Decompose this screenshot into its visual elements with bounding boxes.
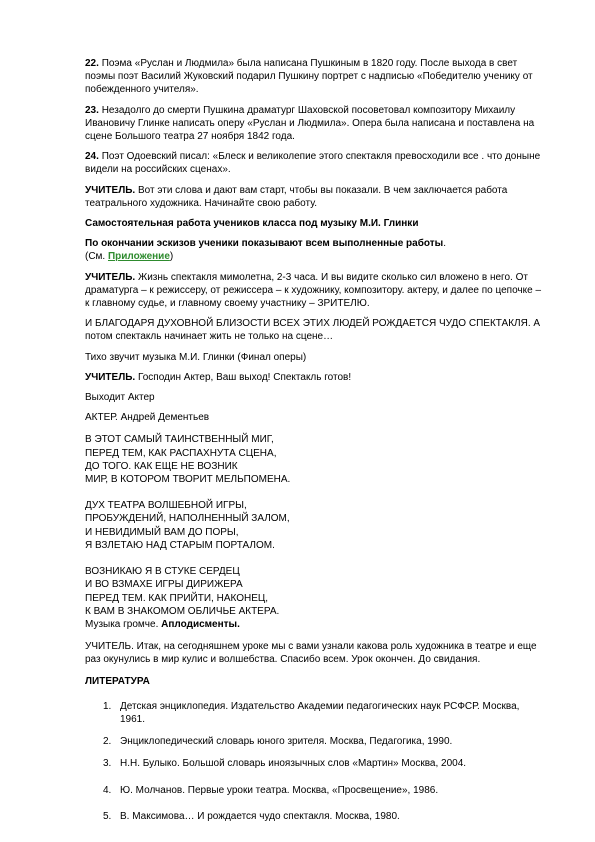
- appendix-reference: [85, 250, 543, 263]
- speaker-label: УЧИТЕЛЬ.: [85, 271, 136, 283]
- literature-heading: ЛИТЕРАТУРА: [85, 675, 150, 687]
- poem: [85, 433, 543, 631]
- poem-line: К ВАМ В ЗНАКОМОМ ОБЛИЧЬЕ АКТЕРА.: [85, 605, 280, 617]
- poem-line: И ВО ВЗМАХЕ ИГРЫ ДИРИЖЕРА: [85, 579, 243, 591]
- poem-line: ДО ТОГО. КАК ЕЩЕ НЕ ВОЗНИК: [85, 460, 238, 472]
- poem-line: Я ВЗЛЕТАЮ НАД СТАРЫМ ПОРТАЛОМ.: [85, 539, 275, 551]
- actor-name: АКТЕР. Андрей Дементьев: [85, 412, 210, 424]
- item-number: 5.: [103, 810, 112, 822]
- remark-text: Жизнь спектакля мимолетна, 2-3 часа. И вы видите сколько сил вложено в него. От драматурга – к режиссеру, от режиссера – к художнику, композитору. актеру, и далее по цепочке – к главному судье, и главному своему участнику – ЗРИТЕЛЮ.: [85, 271, 542, 310]
- poem-line: И НЕВИДИМЫЙ ВАМ ДО ПОРЫ,: [85, 526, 239, 538]
- literature-item: [85, 757, 543, 770]
- poem-line: ПЕРЕД ТЕМ. КАК ПРИЙТИ, НАКОНЕЦ,: [85, 592, 269, 604]
- poem-line: МИР, В КОТОРОМ ТВОРИТ МЕЛЬПОМЕНА.: [85, 474, 291, 486]
- literature-item: [85, 735, 543, 748]
- poem-line: В ЭТОТ САМЫЙ ТАИНСТВЕННЫЙ МИГ,: [85, 434, 274, 446]
- item-text: В. Максимова… И рождается чудо спектакля. Москва, 1980.: [120, 810, 400, 822]
- item-text: Н.Н. Булыко. Большой словарь иноязычных слов «Мартин» Москва, 2004.: [120, 758, 467, 770]
- literature-item: [85, 700, 543, 726]
- stage-direction-enter: Выходит Актер: [85, 392, 155, 404]
- item-number: 1.: [103, 700, 112, 712]
- paragraph-number: 23.: [85, 104, 99, 116]
- stage-direction-music: Тихо звучит музыка М.И. Глинки (Финал оперы): [85, 351, 307, 363]
- poem-line: ПЕРЕД ТЕМ, КАК РАСПАХНУТА СЦЕНА,: [85, 447, 277, 459]
- literature-item: [85, 784, 543, 797]
- numbered-paragraph-22: [85, 57, 543, 97]
- caps-paragraph: И БЛАГОДАРЯ ДУХОВНОЙ БЛИЗОСТИ ВСЕХ ЭТИХ ЛЮДЕЙ РОЖДАЕТСЯ ЧУДО СПЕКТАКЛЯ. А потом спектакль начинает жить не только на сцене…: [85, 318, 541, 343]
- poem-line: ВОЗНИКАЮ Я В СТУКЕ СЕРДЕЦ: [85, 566, 240, 578]
- paragraph-text: Поэт Одоевский писал: «Блеск и великолепие этого спектакля превосходили все . что доныне видели на российских сценах».: [85, 151, 541, 176]
- remark-text: Господин Актер, Ваш выход! Спектакль готов!: [137, 371, 352, 383]
- literature-list: [85, 700, 543, 823]
- applause: Аплодисменты.: [161, 618, 240, 630]
- sketch-instruction-dot: .: [443, 238, 446, 250]
- teacher-remark-actor: [85, 371, 543, 384]
- item-text: Детская энциклопедия. Издательство Академии педагогических наук РСФСР. Москва, 1961.: [120, 700, 520, 725]
- music-louder: Музыка громче.: [85, 618, 159, 630]
- item-number: 3.: [103, 758, 112, 770]
- item-number: 4.: [103, 784, 112, 796]
- poem-line: ДУХ ТЕАТРА ВОЛШЕБНОЙ ИГРЫ,: [85, 500, 247, 512]
- numbered-paragraph-23: [85, 104, 543, 144]
- remark-text: Вот эти слова и дают вам старт, чтобы вы показали. В чем заключается работа театрального художника. Начинайте свою работу.: [85, 184, 508, 209]
- teacher-final-remark: УЧИТЕЛЬ. Итак, на сегодняшнем уроке мы с вами узнали какова роль художника в театре и еще раз окунулись в мир кулис и волшебства. Спасибо всем. Урок окончен. До свидания.: [85, 641, 537, 666]
- appendix-link[interactable]: Приложение: [107, 251, 170, 263]
- poem-line: ПРОБУЖДЕНИЙ, НАПОЛНЕННЫЙ ЗАЛОМ,: [85, 513, 290, 525]
- stanza-gap: [85, 552, 543, 565]
- sketch-instruction-text: По окончании эскизов ученики показывают всем выполненные работы: [85, 238, 444, 250]
- teacher-remark-life: [85, 271, 543, 311]
- item-text: Энциклопедический словарь юного зрителя. Москва, Педагогика, 1990.: [120, 736, 453, 748]
- paragraph-text: Незадолго до смерти Пушкина драматург Шаховской посоветовал композитору Михаилу Ивановичу Глинке написать оперу «Руслан и Людмила». Опера была написана и поставлена на сцене Большого театра 27 ноября 1842 года.: [85, 104, 535, 143]
- numbered-paragraph-24: [85, 150, 543, 176]
- stanza-gap: [85, 486, 543, 499]
- sketch-instruction: [85, 237, 543, 250]
- independent-work-heading: Самостоятельная работа учеников класса под музыку М.И. Глинки: [85, 218, 419, 230]
- paragraph-text: Поэма «Руслан и Людмила» была написана Пушкиным в 1820 году. После выхода в свет поэмы поэт Василий Жуковский подарил Пушкину портрет с надписью «Победителю ученику от побежденного учителя».: [85, 58, 533, 96]
- item-text: Ю. Молчанов. Первые уроки театра. Москва, «Просвещение», 1986.: [120, 784, 439, 796]
- music-applause-line: [85, 618, 543, 631]
- paragraph-number: 24.: [85, 151, 99, 163]
- speaker-label: УЧИТЕЛЬ.: [85, 371, 136, 383]
- see-prefix: (См.: [85, 251, 108, 263]
- teacher-remark-start: [85, 184, 543, 210]
- speaker-label: УЧИТЕЛЬ.: [85, 184, 136, 196]
- see-suffix: ): [169, 251, 174, 263]
- item-number: 2.: [103, 736, 112, 748]
- literature-item: [85, 810, 543, 823]
- paragraph-number: 22.: [85, 58, 99, 69]
